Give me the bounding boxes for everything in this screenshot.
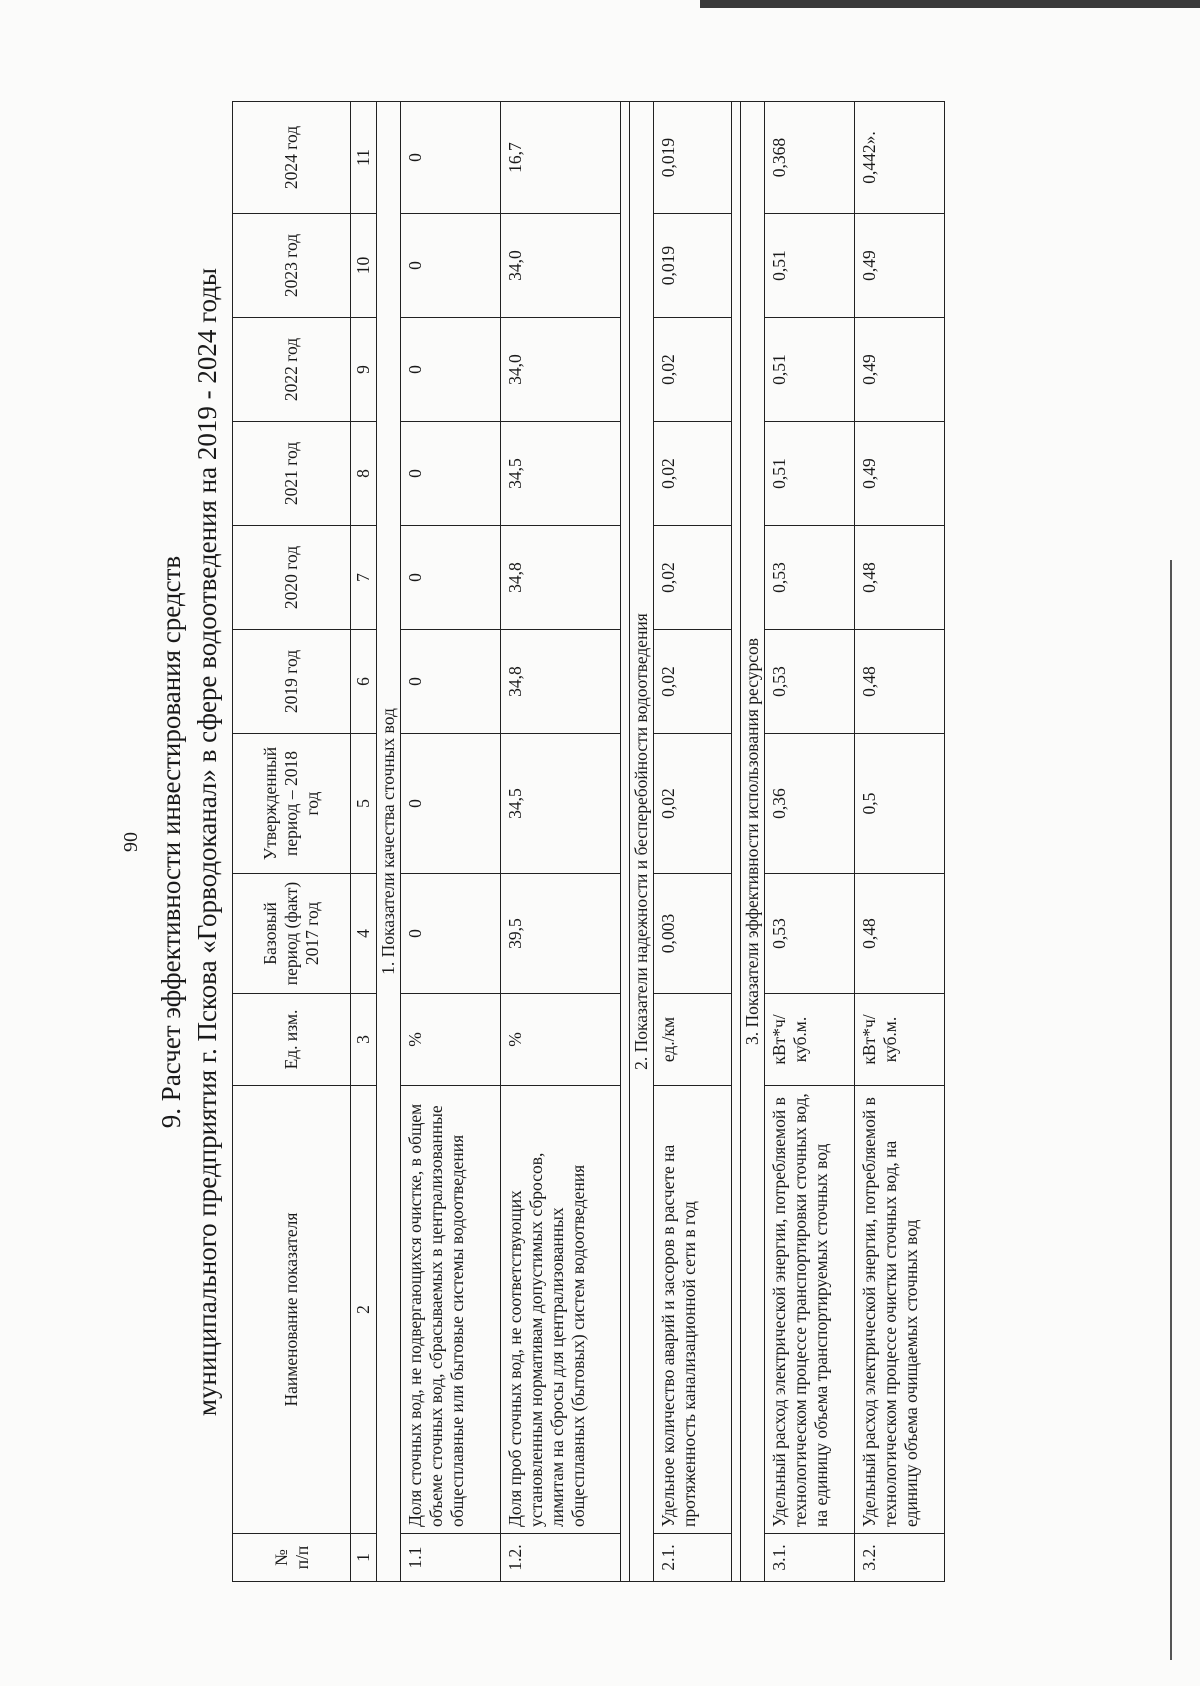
- page-subtitle: муниципального предприятия г. Пскова «Горводоканал» в сфере водоотведения на 2019 - 2024 годы: [192, 267, 222, 1417]
- value-cell: 34,8: [501, 526, 621, 630]
- value-cell: 0: [401, 734, 501, 874]
- spacer-cell: [732, 102, 741, 1582]
- col-number: 8: [351, 422, 377, 526]
- efficiency-table: [232, 101, 945, 1582]
- col-number: 1: [351, 1534, 377, 1582]
- col-number: 10: [351, 214, 377, 318]
- value-cell: 0,48: [855, 874, 945, 994]
- value-cell: 0,51: [765, 318, 855, 422]
- col-number: 3: [351, 994, 377, 1086]
- value-cell: 0: [401, 874, 501, 994]
- value-cell: 34,8: [501, 630, 621, 734]
- indicator-name: Удельный расход электрической энергии, потребляемой в технологическом процессе очистки сточных вод, на единицу объема очищаемых сточных вод: [855, 1086, 945, 1534]
- header-2023: 2023 год: [233, 214, 351, 318]
- row-num: 3.1.: [765, 1534, 855, 1582]
- header-2022: 2022 год: [233, 318, 351, 422]
- spacer-row: [732, 102, 741, 1582]
- col-number: 6: [351, 630, 377, 734]
- col-number: 4: [351, 874, 377, 994]
- unit-cell: кВт*ч/куб.м.: [765, 994, 855, 1086]
- value-cell: 0: [401, 214, 501, 318]
- value-cell: 34,5: [501, 422, 621, 526]
- unit-cell: кВт*ч/куб.м.: [855, 994, 945, 1086]
- value-cell: 0: [401, 526, 501, 630]
- table-row: [654, 102, 732, 1582]
- value-cell: 0,02: [654, 318, 732, 422]
- row-num: 1.1: [401, 1534, 501, 1582]
- value-cell: 0,48: [855, 526, 945, 630]
- value-cell: 0,36: [765, 734, 855, 874]
- table-row: [401, 102, 501, 1582]
- section-title: 1. Показатели качества сточных вод: [377, 102, 401, 1582]
- indicator-name: Удельный расход электрической энергии, потребляемой в технологическом процессе транспортировки сточных вод, на единицу объема транспортируемых сточных вод: [765, 1086, 855, 1534]
- col-number: 7: [351, 526, 377, 630]
- spacer-row: [621, 102, 630, 1582]
- header-base: Базовый период (факт) 2017 год: [233, 874, 351, 994]
- indicator-name: Доля проб сточных вод, не соответствующих установленным нормативам допустимых сбросов, лимитам на сбросы для централизованных общесплавных (бытовых) систем водоотведения: [501, 1086, 621, 1534]
- value-cell: 0,368: [765, 102, 855, 214]
- value-cell: 0,02: [654, 630, 732, 734]
- value-cell: 0,5: [855, 734, 945, 874]
- header-approved: Утвержденный период – 2018 год: [233, 734, 351, 874]
- header-unit: Ед. изм.: [233, 994, 351, 1086]
- value-cell: 0,53: [765, 874, 855, 994]
- value-cell: 0,442».: [855, 102, 945, 214]
- section-title-row: [741, 102, 765, 1582]
- table-row: [501, 102, 621, 1582]
- col-number: 11: [351, 102, 377, 214]
- value-cell: 0,53: [765, 630, 855, 734]
- header-2024: 2024 год: [233, 102, 351, 214]
- value-cell: 0,51: [765, 214, 855, 318]
- value-cell: 0,49: [855, 214, 945, 318]
- value-cell: 0: [401, 422, 501, 526]
- col-number: 2: [351, 1086, 377, 1534]
- unit-cell: %: [401, 994, 501, 1086]
- value-cell: 0,019: [654, 102, 732, 214]
- section-title-row: [377, 102, 401, 1582]
- value-cell: 16,7: [501, 102, 621, 214]
- header-2021: 2021 год: [233, 422, 351, 526]
- section-title: 3. Показатели эффективности использования ресурсов: [741, 102, 765, 1582]
- header-2019: 2019 год: [233, 630, 351, 734]
- value-cell: 0,003: [654, 874, 732, 994]
- value-cell: 0,51: [765, 422, 855, 526]
- value-cell: 0,49: [855, 318, 945, 422]
- indicator-name: Удельное количество аварий и засоров в расчете на протяженность канализационной сети в год: [654, 1086, 732, 1534]
- column-number-row: [351, 102, 377, 1582]
- value-cell: 34,0: [501, 214, 621, 318]
- header-row: [233, 102, 351, 1582]
- col-number: 9: [351, 318, 377, 422]
- value-cell: 0: [401, 318, 501, 422]
- value-cell: 0,49: [855, 422, 945, 526]
- section-title: 2. Показатели надежности и бесперебойности водоотведения: [630, 102, 654, 1582]
- page-number: 90: [120, 832, 142, 852]
- value-cell: 34,0: [501, 318, 621, 422]
- value-cell: 0,02: [654, 526, 732, 630]
- row-num: 3.2.: [855, 1534, 945, 1582]
- table-row: [765, 102, 855, 1582]
- value-cell: 0,019: [654, 214, 732, 318]
- value-cell: 0,02: [654, 734, 732, 874]
- page-title: 9. Расчет эффективности инвестирования средств: [156, 555, 186, 1129]
- rotated-page: [120, 72, 1020, 1612]
- header-2020: 2020 год: [233, 526, 351, 630]
- scan-edge-right: [1170, 560, 1172, 1660]
- value-cell: 0,02: [654, 422, 732, 526]
- unit-cell: ед./км: [654, 994, 732, 1086]
- header-num: № п/п: [233, 1534, 351, 1582]
- value-cell: 0,53: [765, 526, 855, 630]
- value-cell: 0,48: [855, 630, 945, 734]
- section-title-row: [630, 102, 654, 1582]
- scan-edge-top: [700, 0, 1200, 8]
- header-name: Наименование показателя: [233, 1086, 351, 1534]
- table-row: [855, 102, 945, 1582]
- value-cell: 39,5: [501, 874, 621, 994]
- value-cell: 0: [401, 102, 501, 214]
- row-num: 2.1.: [654, 1534, 732, 1582]
- indicator-name: Доля сточных вод, не подвергающихся очистке, в общем объеме сточных вод, сбрасываемых в централизованные общесплавные или бытовые системы водоотведения: [401, 1086, 501, 1534]
- row-num: 1.2.: [501, 1534, 621, 1582]
- spacer-cell: [621, 102, 630, 1582]
- col-number: 5: [351, 734, 377, 874]
- value-cell: 34,5: [501, 734, 621, 874]
- unit-cell: %: [501, 994, 621, 1086]
- value-cell: 0: [401, 630, 501, 734]
